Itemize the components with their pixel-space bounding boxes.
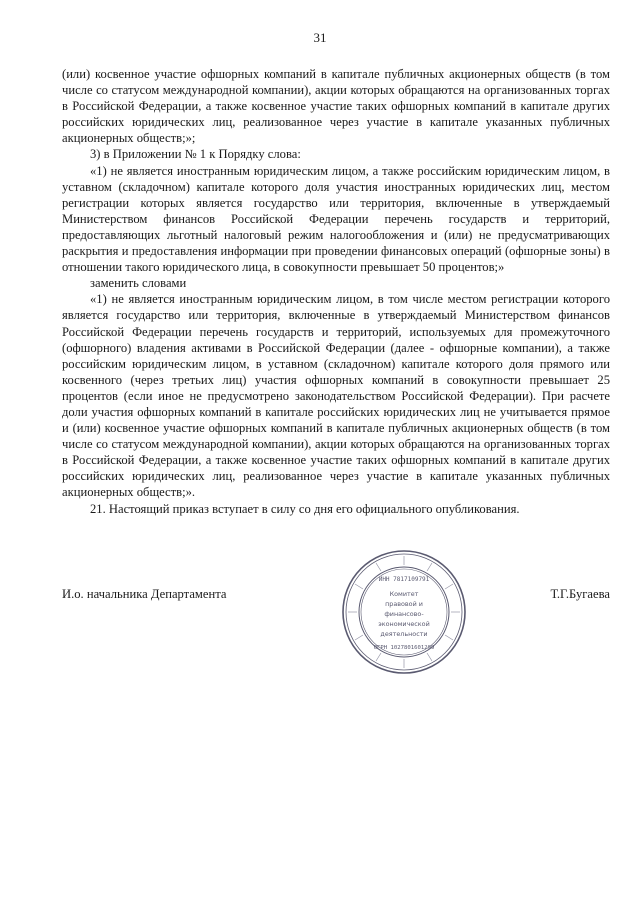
seal-line: финансово-	[384, 610, 424, 618]
seal-inn: ИНН 7817109791	[378, 576, 430, 583]
document-body	[62, 66, 610, 517]
paragraph-new-wording: «1) не является иностранным юридическим лицом, в том числе местом регистрации которого является государство или территория, включенные в утверждаемый Министерством финансов Российской Федерации перечень государств и территорий, используемых для промежуточного (офшорного) владения активами в Российской Федерации (далее - офшорные компании), а также российским юридическим лицом, в уставном (складочном) капитале которого доля прямого или косвенного (через третьих лиц) участия офшорных компаний в совокупности превышает 25 процентов (если иное не предусмотрено законодательством Российской Федерации). При расчете доли участия офшорных компаний в капитале российских юридических лиц не учитывается прямое и (или) косвенное участие офшорных компаний в капитале публичных акционерных обществ (в том числе со статусом международной компании), акции которых обращаются на организованных торгах в Российской Федерации, а также косвенное участие таких офшорных компаний в капитале других российских юридических лиц, реализованное через участие в капитале указанных публичных акционерных обществ;».	[62, 292, 610, 500]
paragraph-continuation: (или) косвенное участие офшорных компаний в капитале публичных акционерных обществ (в том числе со статусом международной компании), акции которых обращаются на организованных торгах в Российской Федерации, а также косвенное участие таких офшорных компаний в капитале других российских юридических лиц, реализованное через участие в капитале указанных публичных акционерных обществ;»;	[62, 67, 610, 146]
paragraph-item-21: 21. Настоящий приказ вступает в силу со дня его официального опубликования.	[90, 501, 520, 516]
paragraph-old-wording: «1) не является иностранным юридическим лицом, а также российским юридическим лицом, в уставном (складочном) капитале которого доля участия иностранных юридических лиц, местом регистрации которых является государство или территория, включенные в утверждаемый Министерством финансов Российской Федерации перечень государств и территорий, предоставляющих льготный налоговый режим налогообложения и (или) не предусматривающих раскрытия и предоставления информации при проведении финансовых операций (офшорные зоны) в отношении такого юридического лица, в совокупности превышает 50 процентов;»	[62, 163, 610, 275]
seal-line: деятельности	[380, 630, 428, 638]
seal-line: экономической	[378, 620, 430, 628]
signatory-name: Т.Г.Бугаева	[550, 587, 610, 601]
seal-ogrn: ОГРН 1027801601299	[373, 645, 435, 651]
paragraph-replace-with: заменить словами	[90, 276, 187, 291]
seal-line: Комитет	[389, 590, 419, 598]
page-number: 31	[313, 30, 327, 45]
paragraph-item-3: 3) в Приложении № 1 к Порядку слова:	[90, 147, 301, 162]
official-seal	[340, 548, 468, 676]
seal-line: правовой и	[385, 600, 423, 608]
signatory-position: И.о. начальника Департамента	[62, 587, 227, 601]
